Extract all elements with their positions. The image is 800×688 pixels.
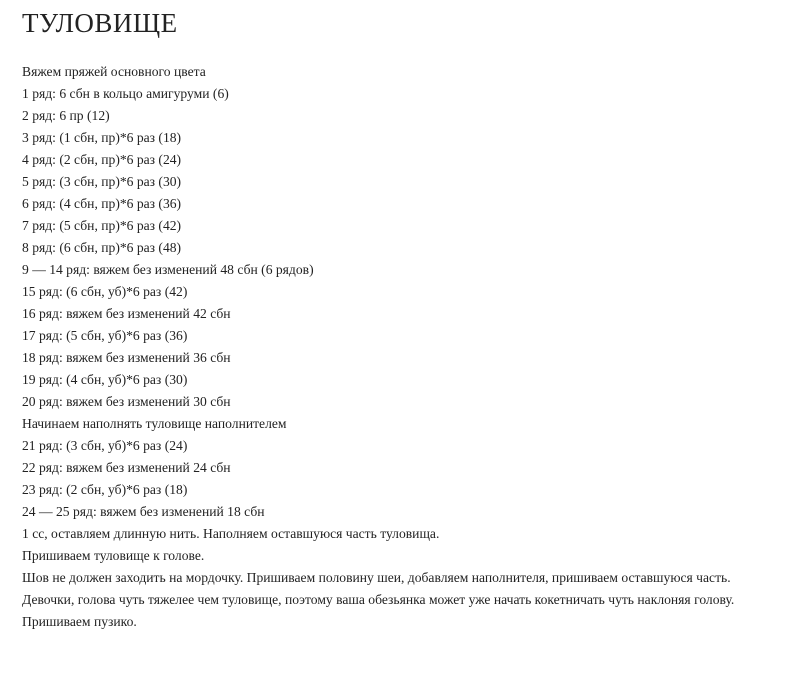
instruction-line: 9 — 14 ряд: вяжем без изменений 48 сбн (6 рядов) [22,262,314,277]
instruction-line: 1 сс, оставляем длинную нить. Наполняем оставшуюся часть туловища. [22,526,440,541]
instruction-line: 23 ряд: (2 сбн, уб)*6 раз (18) [22,482,188,497]
section-title: ТУЛОВИЩЕ [22,8,178,38]
instruction-line: 15 ряд: (6 сбн, уб)*6 раз (42) [22,284,188,299]
instruction-line: 16 ряд: вяжем без изменений 42 сбн [22,306,231,321]
instruction-line: 1 ряд: 6 сбн в кольцо амигуруми (6) [22,86,229,101]
instructions [22,61,772,633]
instruction-line: 17 ряд: (5 сбн, уб)*6 раз (36) [22,328,188,343]
instruction-line: 20 ряд: вяжем без изменений 30 сбн [22,394,231,409]
instruction-line: 5 ряд: (3 сбн, пр)*6 раз (30) [22,174,182,189]
instruction-line: 2 ряд: 6 пр (12) [22,108,110,123]
instruction-line: 4 ряд: (2 сбн, пр)*6 раз (24) [22,152,182,167]
instruction-line: 6 ряд: (4 сбн, пр)*6 раз (36) [22,196,182,211]
instruction-line: Пришиваем пузико. [22,614,137,629]
instruction-line: 24 — 25 ряд: вяжем без изменений 18 сбн [22,504,265,519]
instruction-line: 7 ряд: (5 сбн, пр)*6 раз (42) [22,218,182,233]
instruction-paragraph: Девочки, голова чуть тяжелее чем туловище, поэтому ваша обезьянка может уже начать кокетничать чуть наклоняя голову. [22,592,735,607]
instruction-line: 22 ряд: вяжем без изменений 24 сбн [22,460,231,475]
instruction-line: 3 ряд: (1 сбн, пр)*6 раз (18) [22,130,182,145]
instruction-line: 19 ряд: (4 сбн, уб)*6 раз (30) [22,372,188,387]
instruction-line: Начинаем наполнять туловище наполнителем [22,416,287,431]
instruction-line: Пришиваем туловище к голове. [22,548,205,563]
instruction-line: 8 ряд: (6 сбн, пр)*6 раз (48) [22,240,182,255]
instruction-paragraph: Шов не должен заходить на мордочку. Пришиваем половину шеи, добавляем наполнителя, пришиваем оставшуюся часть. [22,570,731,585]
instruction-line: 18 ряд: вяжем без изменений 36 сбн [22,350,231,365]
article-content [22,6,772,633]
instruction-line: 21 ряд: (3 сбн, уб)*6 раз (24) [22,438,188,453]
instruction-line: Вяжем пряжей основного цвета [22,64,206,79]
